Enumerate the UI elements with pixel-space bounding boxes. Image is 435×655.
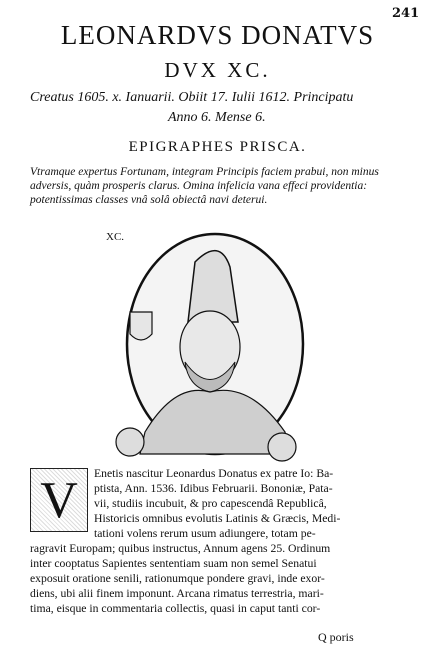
biography-text bbox=[30, 466, 405, 616]
epigraph-line: Vtramque expertus Fortunam, integram Principis faciem prabui, non minus bbox=[30, 166, 379, 178]
body-line: inter cooptatus Sapientes sententiam suam non semel Senatui bbox=[30, 557, 317, 570]
catchword: Q poris bbox=[318, 630, 354, 644]
doge-number: DVX XC. bbox=[164, 58, 271, 82]
body-line: ptista, Ann. 1536. Idibus Februarii. Bononiæ, Pata- bbox=[94, 482, 333, 495]
epigraph-text bbox=[30, 165, 410, 207]
epigraph-line: potentissimas classes vnâ solâ obiectâ navi deterui. bbox=[30, 194, 268, 206]
body-line: tima, eisque in commentaria collectis, quasi in caput tanti cor- bbox=[30, 602, 321, 615]
medal-right-icon bbox=[268, 433, 296, 461]
coat-of-arms-icon bbox=[130, 312, 152, 340]
dates-line-1: Creatus 1605. x. Ianuarii. Obiit 17. Iulii 1612. Principatu bbox=[30, 90, 354, 105]
epigraph-heading: EPIGRAPHES PRISCA. bbox=[128, 139, 307, 155]
page-title: LEONARDVS DONATVS bbox=[60, 20, 375, 50]
body-line: ragravit Europam; quibus instructus, Annum agens 25. Ordinum bbox=[30, 542, 331, 555]
body-line: tationi volens rerum usum adiungere, totam pe- bbox=[94, 527, 316, 540]
dates-line-2: Anno 6. Mense 6. bbox=[168, 110, 266, 125]
portrait-engraving bbox=[100, 222, 330, 472]
dropcap-initial: V bbox=[30, 468, 88, 532]
epigraph-line: adversis, quàm prosperis clarus. Omina infelicia vana effeci providentia: bbox=[30, 180, 368, 192]
medal-left-icon bbox=[116, 428, 144, 456]
body-line: Enetis nascitur Leonardus Donatus ex patre Io: Ba- bbox=[94, 467, 334, 480]
body-line: Historicis omnibus evolutis Latinis & Græcis, Medi- bbox=[94, 512, 341, 525]
body-line: vii, studiis incubuit, & pro capescendâ Republicâ, bbox=[94, 497, 327, 510]
body-line: exposuit oratione senili, rationumque pondere gravi, inde exor- bbox=[30, 572, 325, 585]
portrait-label: XC. bbox=[106, 231, 125, 243]
body-line: diens, ubi alii finem imponunt. Arcana rimatus terrestria, mari- bbox=[30, 587, 324, 600]
page-number: 241 bbox=[392, 6, 420, 21]
